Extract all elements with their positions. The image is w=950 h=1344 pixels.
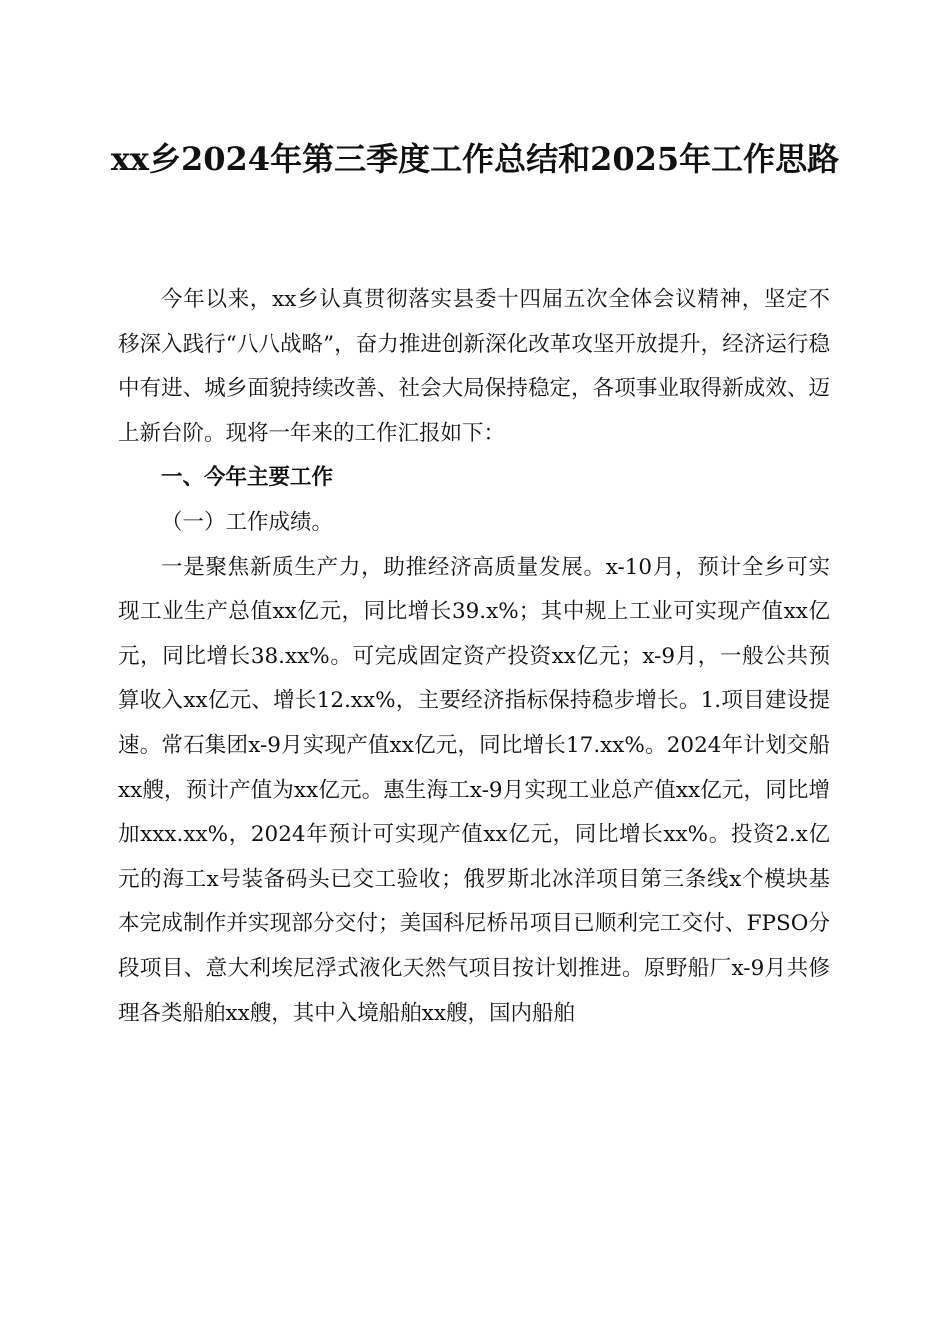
section-heading: 一、今年主要工作 [161,465,334,491]
achievement-paragraph [118,546,830,1037]
paragraph-body-text: x-10月，预计全乡可实现工业生产总值xx亿元，同比增长39.x%；其中规上工业可实现产值xx亿元，同比增长38.xx%。可完成固定资产投资xx亿元；x-9月，一般公共预算收入xx亿元、增长12.xx%，主要经济指标保持稳步增长。1.项目建设提速。常石集团x-9月实现产值xx亿元，同比增长17.xx%。2024年计划交船xx艘，预计产值为xx亿元。惠生海工x-9月实现工业总产值xx亿元，同比增加xxx.xx%，2024年预计可实现产值xx亿元，同比增长xx%。投资2.x亿元的海工x号装备码头已交工验收；俄罗斯北冰洋项目第三条线x个模块基本完成制作并实现部分交付；美国科尼桥吊项目已顺利完工交付、FPSO分段项目、意大利埃尼浮式液化天然气项目按计划推进。原野船厂x-9月共修理各类船舶xx艘，其中入境船舶xx艘，国内船舶 [118,554,830,1026]
subsection-heading: （一）工作成绩。 [161,509,334,535]
document-title: xx乡2024年第三季度工作总结和2025年工作思路 [110,140,840,178]
intro-paragraph: 今年以来，xx乡认真贯彻落实县委十四届五次全体会议精神，坚定不移深入践行“八八战略”，奋力推进创新深化改革攻坚开放提升，经济运行稳中有进、城乡面貌持续改善、社会大局保持稳定，各项事业取得新成效、迈上新台阶。现将一年来的工作汇报如下： [118,287,830,446]
document-body [118,278,830,1036]
paragraph-lead-sentence: 一是聚焦新质生产力，助推经济高质量发展。 [161,554,606,580]
